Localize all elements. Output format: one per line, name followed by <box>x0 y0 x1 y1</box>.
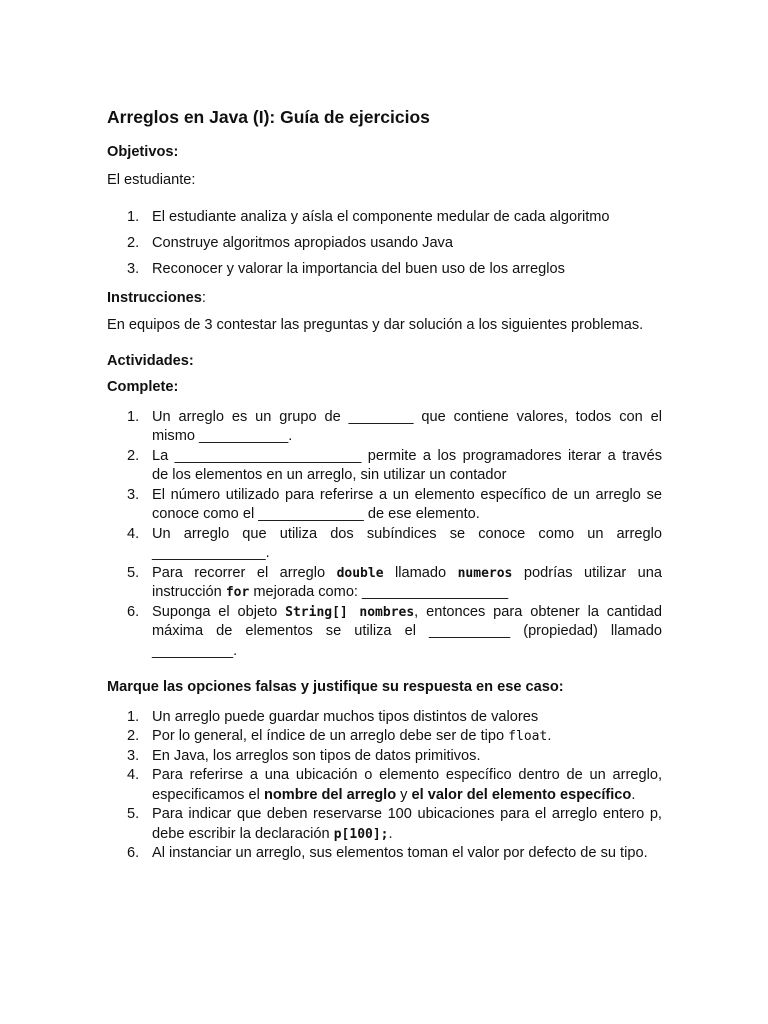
list-item-text: En Java, los arreglos son tipos de datos primitivos. <box>152 747 481 764</box>
list-item-text: mejorada como: __________________ <box>249 584 509 600</box>
code-for: for <box>225 585 250 600</box>
list-item-text: El número utilizado para referirse a un elemento específico de un arreglo se conoce como el _____________ de ese elemento. <box>152 486 662 522</box>
list-item <box>107 844 662 864</box>
code-numeros: numeros <box>457 565 513 581</box>
list-item-text: Para referirse a una ubicación o elemento específico dentro de un arreglo, especificamos el <box>152 767 662 803</box>
instructions-text: En equipos de 3 contestar las preguntas y dar solución a los siguientes problemas. <box>107 317 644 333</box>
list-item <box>107 805 662 844</box>
list-item <box>107 603 662 662</box>
list-number: 6. <box>127 845 140 861</box>
document-title: Arreglos en Java (I): Guía de ejercicios <box>107 107 430 127</box>
list-item-text: . <box>547 728 552 744</box>
false-options-heading: Marque las opciones falsas y justifique su respuesta en ese caso: <box>107 679 564 695</box>
list-number: 2. <box>127 235 140 251</box>
list-item <box>107 408 662 447</box>
list-item-text: Un arreglo que utiliza dos subíndices se conoce como un arreglo ______________. <box>152 525 662 561</box>
code-double: double <box>336 565 384 581</box>
list-item-text: y <box>396 786 412 803</box>
list-number: 4. <box>127 767 140 783</box>
list-item <box>107 260 662 280</box>
list-number: 3. <box>127 486 140 503</box>
bold-phrase: nombre del arreglo <box>263 786 397 803</box>
list-item <box>107 564 662 603</box>
list-item-text: . <box>388 825 393 842</box>
objectives-intro: El estudiante: <box>107 171 196 188</box>
list-item <box>107 486 662 525</box>
list-item-text: . <box>631 786 636 803</box>
list-item-text: Construye algoritmos apropiados usando Java <box>152 235 453 251</box>
list-number: 5. <box>127 564 140 581</box>
list-number: 1. <box>127 408 140 425</box>
list-item <box>107 766 662 805</box>
complete-heading: Complete: <box>107 379 179 395</box>
list-item-text: Por lo general, el índice de un arreglo debe ser de tipo <box>152 728 509 744</box>
instructions-heading-label: Instrucciones <box>107 289 202 306</box>
instructions-colon: : <box>201 289 206 306</box>
list-number: 2. <box>127 728 140 744</box>
list-item <box>107 208 662 228</box>
objectives-heading: Objetivos: <box>107 144 179 160</box>
list-item-text: podrías utilizar una instrucción <box>152 564 662 600</box>
list-item-text: La _______________________ permite a los programadores iterar a través de los elementos en un arreglo, sin utilizar un contador <box>152 447 662 483</box>
list-number: 5. <box>127 806 140 822</box>
list-item <box>107 727 662 747</box>
instructions-heading <box>107 289 662 309</box>
list-item-text: Al instanciar un arreglo, sus elementos toman el valor por defecto de su tipo. <box>152 845 648 861</box>
list-item-text: Un arreglo puede guardar muchos tipos distintos de valores <box>152 708 539 725</box>
list-item <box>107 525 662 564</box>
list-item-text: , entonces para obtener la cantidad máxima de elementos se utiliza el __________ (propiedad) llamado __________. <box>152 603 662 659</box>
list-number: 2. <box>127 447 140 464</box>
code-float: float <box>508 729 548 744</box>
list-item <box>107 447 662 486</box>
list-number: 6. <box>127 603 140 620</box>
list-item-text: Reconocer y valorar la importancia del buen uso de los arreglos <box>152 261 565 277</box>
list-item <box>107 708 662 728</box>
list-item-text: llamado <box>383 564 458 581</box>
document-content <box>107 106 662 864</box>
code-string-nombres: String[] nombres <box>285 604 415 620</box>
list-number: 1. <box>127 209 140 225</box>
list-item-text: Para indicar que deben reservarse 100 ubicaciones para el arreglo entero p, debe escribir la declaración <box>152 806 662 842</box>
list-item-text: Un arreglo es un grupo de ________ que contiene valores, todos con el mismo ___________. <box>152 408 662 444</box>
list-item <box>107 234 662 254</box>
bold-phrase: el valor del elemento específico <box>411 786 632 803</box>
list-item-text: Para recorrer el arreglo <box>152 564 337 581</box>
complete-list <box>107 408 662 662</box>
objectives-list <box>107 208 662 280</box>
list-number: 3. <box>127 747 140 764</box>
false-options-list <box>107 708 662 864</box>
list-number: 1. <box>127 708 140 725</box>
list-number: 3. <box>127 261 140 277</box>
list-number: 4. <box>127 525 140 542</box>
list-item-text: El estudiante analiza y aísla el componente medular de cada algoritmo <box>152 209 610 225</box>
list-item-text: Suponga el objeto <box>152 603 286 620</box>
activities-heading: Actividades: <box>107 352 194 369</box>
code-p100: p[100]; <box>333 826 389 842</box>
list-item <box>107 747 662 767</box>
